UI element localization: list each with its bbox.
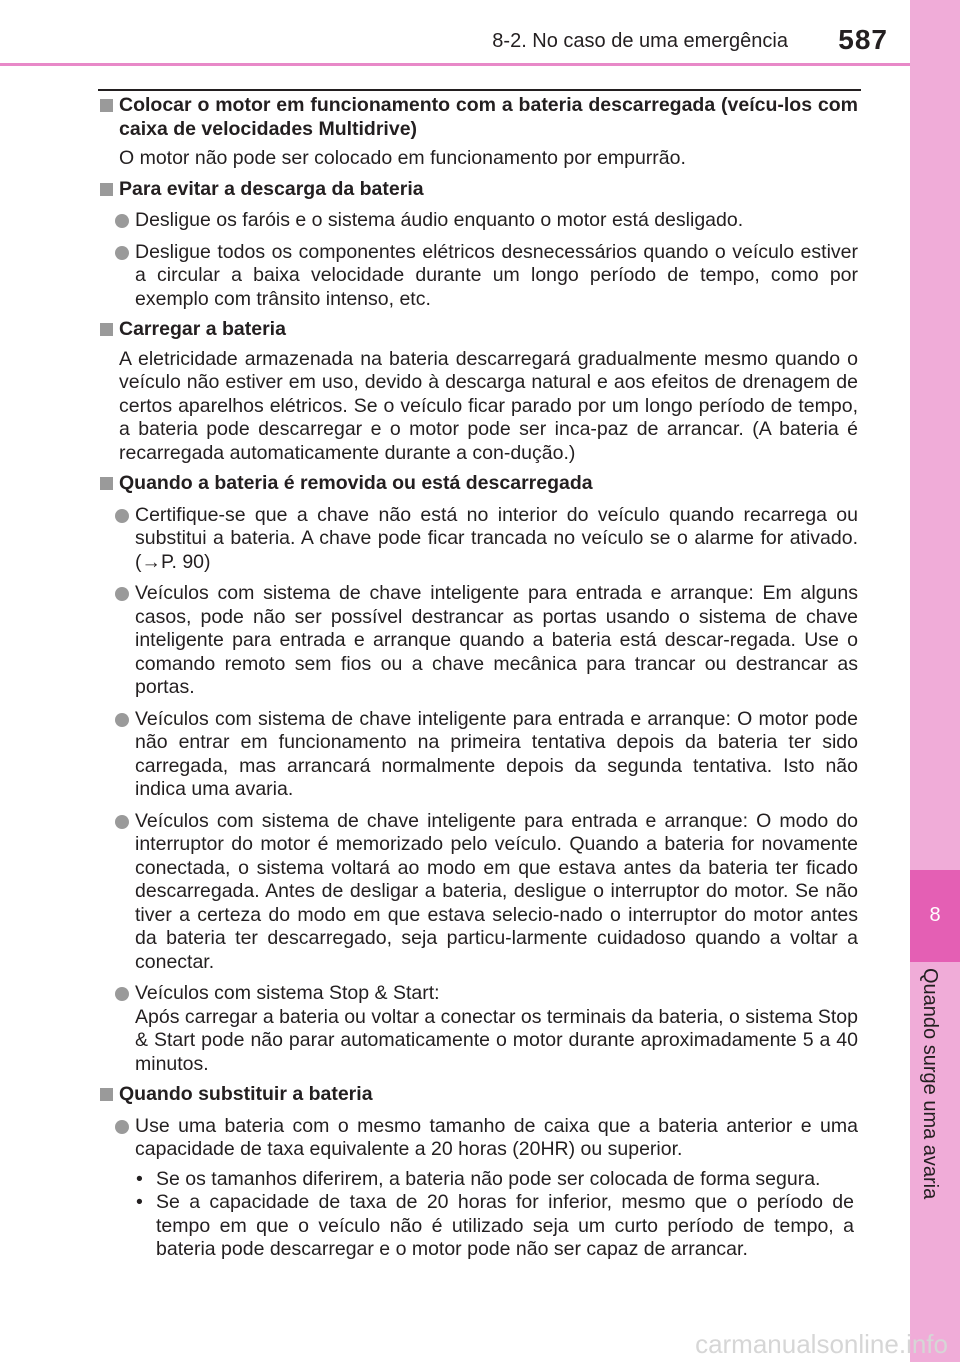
list-item: Certifique-se que a chave não está no interior do veículo quando recarrega ou substitui a bateria. A chave pode ficar trancada no veículo se o alarme for ativado. (→P. 90) bbox=[98, 504, 858, 575]
header-section-title: 8-2. No caso de uma emergência bbox=[492, 30, 788, 52]
watermark: carmanualsonline.info bbox=[695, 1329, 948, 1359]
section-paragraph: O motor não pode ser colocado em funcionamento por empurrão. bbox=[119, 147, 686, 169]
section-start-engine bbox=[98, 94, 858, 171]
section-paragraph: A eletricidade armazenada na bateria descarregará gradualmente mesmo quando o veículo não estiver em uso, devido à descarga natural e aos efeitos de drenagem de certos aparelhos elétricos. Se o veículo ficar parado por um longo período de tempo, a bateria pode descarregar e o motor pode ser inca-paz de arrancar. (A bateria é recarregada automaticamente durante a con-dução.) bbox=[119, 347, 858, 464]
round-bullet-icon bbox=[115, 246, 129, 260]
section-charge-battery bbox=[98, 318, 858, 465]
list-item: Desligue todos os componentes elétricos desnecessários quando o veículo estiver a circular a baixa velocidade durante um longo período de tempo, como por exemplo com trânsito intenso, etc. bbox=[98, 241, 858, 312]
section-battery-removed bbox=[98, 472, 858, 1076]
small-bullet-icon: • bbox=[136, 1191, 143, 1213]
list-item: Veículos com sistema de chave inteligente para entrada e arranque: Em alguns casos, pode não ser possível destrancar as portas usando o sistema de chave inteligente para entrada e arranque quando a bateria está descar-regada. Use o comando remoto sem fios ou a chave mecânica para trancar ou destrancar as portas. bbox=[98, 582, 858, 700]
round-bullet-icon bbox=[115, 713, 129, 727]
section-prevent-discharge bbox=[98, 178, 858, 312]
chapter-sidebar bbox=[910, 0, 960, 1362]
square-bullet-icon bbox=[100, 183, 113, 196]
square-bullet-icon bbox=[100, 477, 113, 490]
round-bullet-icon bbox=[115, 987, 129, 1001]
small-bullet-icon: • bbox=[136, 1167, 143, 1190]
section-title: Colocar o motor em funcionamento com a bateria descarregada (veícu-los com caixa de velocidades Multidrive) bbox=[98, 94, 858, 141]
round-bullet-icon bbox=[115, 815, 129, 829]
round-bullet-icon bbox=[115, 1120, 129, 1134]
page-header bbox=[0, 0, 910, 66]
list-item-heading: Veículos com sistema Stop & Start: bbox=[135, 982, 440, 1004]
sub-list-item: • Se os tamanhos diferirem, a bateria não pode ser colocada de forma segura. bbox=[136, 1167, 821, 1190]
chapter-number: 8 bbox=[929, 904, 941, 926]
page-number: 587 bbox=[838, 24, 888, 55]
round-bullet-icon bbox=[115, 509, 129, 523]
section-replace-battery bbox=[98, 1083, 858, 1262]
list-item: Use uma bateria com o mesmo tamanho de caixa que a bateria anterior e uma capacidade de taxa equivalente a 20 horas (20HR) ou superior. bbox=[98, 1115, 858, 1162]
section-title: Carregar a bateria bbox=[98, 318, 858, 342]
list-item: Desligue os faróis e o sistema áudio enquanto o motor está desligado. bbox=[98, 209, 858, 233]
chapter-tab bbox=[910, 870, 960, 962]
square-bullet-icon bbox=[100, 99, 113, 112]
chapter-title: Quando surge uma avaria bbox=[919, 968, 941, 1200]
sub-list-item: • Se a capacidade de taxa de 20 horas for inferior, mesmo que o período de tempo em que o veículo não é utilizado seja um curto período de tempo, a bateria pode descarregar e o motor pode não ser capaz de arrancar. bbox=[136, 1191, 854, 1260]
round-bullet-icon bbox=[115, 214, 129, 228]
section-title: Para evitar a descarga da bateria bbox=[98, 178, 858, 202]
header-rule bbox=[0, 63, 910, 66]
round-bullet-icon bbox=[115, 587, 129, 601]
section-title: Quando substituir a bateria bbox=[98, 1083, 858, 1107]
list-item: Veículos com sistema de chave inteligente para entrada e arranque: O modo do interruptor do motor é memorizado pelo veículo. Quando a bateria for novamente conectada, o sistema voltará ao modo em que estava antes da bateria ter ficado descarregada. Antes de desligar a bateria, desligue o interruptor do motor. Se não tiver a certeza do modo em que estava selecio-nado o interruptor do motor antes da bateria ter descarregado, seja particu-larmente cuidadoso quando a voltar a conectar. bbox=[98, 810, 858, 975]
page-content bbox=[98, 94, 858, 1269]
square-bullet-icon bbox=[100, 1088, 113, 1101]
list-item: Veículos com sistema de chave inteligente para entrada e arranque: O motor pode não entrar em funcionamento na primeira tentativa depois da bateria ter sido carregada, mas arrancará normalmente depois da segunda tentativa. Isto não indica uma avaria. bbox=[98, 708, 858, 802]
section-title: Quando a bateria é removida ou está descarregada bbox=[98, 472, 858, 496]
content-top-rule bbox=[98, 89, 861, 91]
square-bullet-icon bbox=[100, 323, 113, 336]
list-item-body: Após carregar a bateria ou voltar a conectar os terminais da bateria, o sistema Stop & Start pode não parar automaticamente o motor durante aproximadamente 5 a 40 minutos. bbox=[135, 1005, 858, 1075]
list-item bbox=[98, 982, 858, 1076]
